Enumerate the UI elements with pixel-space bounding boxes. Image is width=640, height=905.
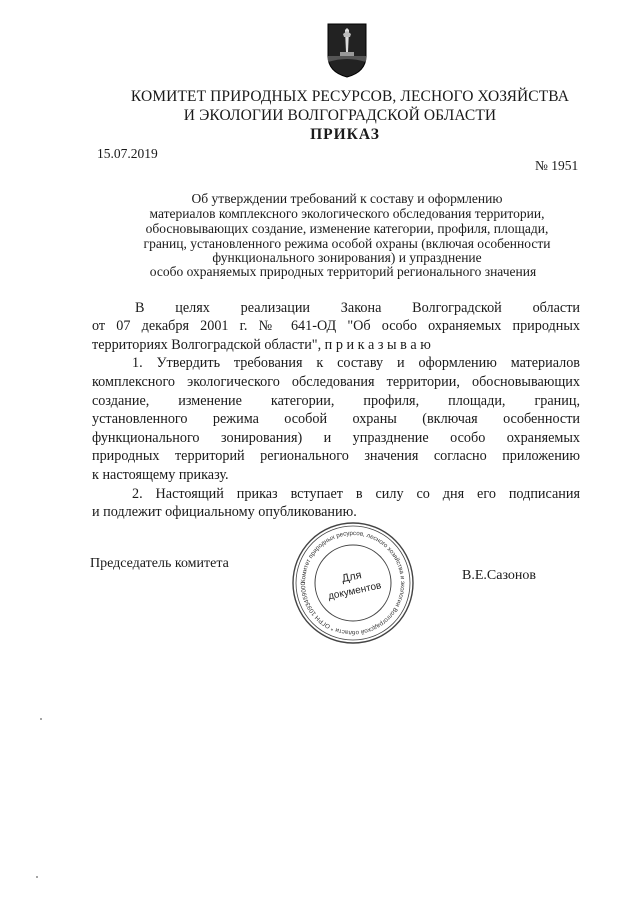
document-number: № 1951 xyxy=(535,158,579,173)
body-line: природных территорий регионального значения согласно приложению xyxy=(92,448,580,464)
seal-center-text-1: Для xyxy=(340,569,363,586)
document-type: ПРИКАЗ xyxy=(310,126,380,143)
title-line: Об утверждении требований к составу и оформлению xyxy=(191,191,503,206)
body-line: и подлежит официальному опубликованию. xyxy=(92,504,357,520)
org-name-line-1: КОМИТЕТ ПРИРОДНЫХ РЕСУРСОВ, ЛЕСНОГО ХОЗЯЙСТВА xyxy=(130,88,570,105)
scan-speck xyxy=(40,718,42,720)
coat-of-arms-emblem xyxy=(326,22,368,78)
official-seal xyxy=(290,520,416,646)
seal-center-text-2: документов xyxy=(327,580,383,603)
body-line: к настоящему приказу. xyxy=(92,467,229,483)
body-line: создание, изменение категории, профиля, площади, границ, xyxy=(92,393,580,409)
body-line: 2. Настоящий приказ вступает в силу со дня его подписания xyxy=(132,486,580,502)
body-line: комплексного экологического обследования территории, обосновывающих xyxy=(92,374,580,390)
scan-speck xyxy=(36,876,38,878)
title-line: границ, установленного режима особой охраны (включая особенности xyxy=(143,236,551,251)
org-name-line-2: И ЭКОЛОГИИ ВОЛГОГРАДСКОЙ ОБЛАСТИ xyxy=(183,107,497,124)
body-line: установленного режима особой охраны (включая особенности xyxy=(92,411,580,427)
document-date: 15.07.2019 xyxy=(97,146,158,161)
body-line: В целях реализации Закона Волгоградской области xyxy=(135,300,580,316)
signatory-position: Председатель комитета xyxy=(90,556,229,571)
title-line: функционального зонирования) и упразднение xyxy=(212,250,482,265)
title-line: материалов комплексного экологического обследования территории, xyxy=(149,206,545,221)
title-line: обосновывающих создание, изменение категории, профиля, площади, xyxy=(145,221,549,236)
seal-ring-text: Комитет природных ресурсов, лесного хозяйства и экологии Волгоградской области * ОГРН 1093459000 xyxy=(299,529,407,637)
body-line: территориях Волгоградской области", п р и к а з ы в а ю xyxy=(92,337,431,353)
body-line: функционального зонирования) и упразднение особо охраняемых xyxy=(92,430,580,446)
body-line: от 07 декабря 2001 г. № 641-ОД "Об особо охраняемых природных xyxy=(92,318,580,334)
body-line: 1. Утвердить требования к составу и оформлению материалов xyxy=(132,355,580,371)
title-line: особо охраняемых природных территорий регионального значения xyxy=(149,264,537,279)
signatory-name: В.Е.Сазонов xyxy=(462,568,536,583)
